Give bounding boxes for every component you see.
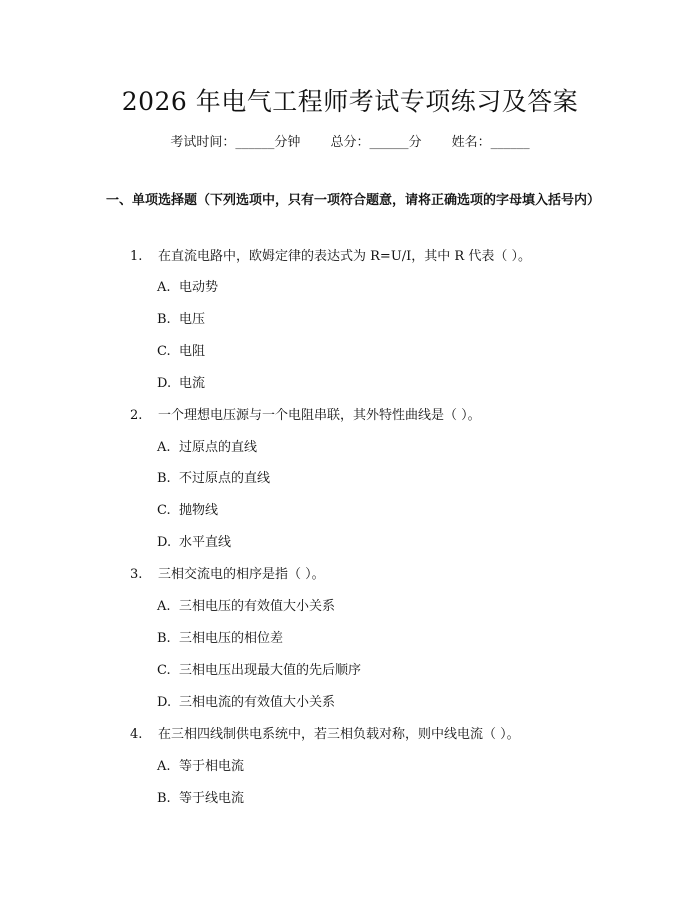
question-3-option-a (157, 595, 335, 614)
question-text: 三相交流电的相序是指（ ）。 (158, 567, 325, 582)
option-text: 电阻 (179, 344, 206, 359)
option-letter: D. (157, 376, 172, 391)
option-letter: C. (157, 503, 171, 518)
option-letter: C. (157, 663, 171, 678)
question-2-option-d (157, 531, 231, 550)
question-number: 1. (130, 249, 143, 264)
option-letter: C. (157, 344, 171, 359)
question-1 (130, 245, 531, 264)
question-2 (130, 404, 481, 423)
question-4-option-b (157, 787, 244, 806)
option-text: 等于相电流 (179, 759, 245, 774)
question-text: 在三相四线制供电系统中，若三相负载对称，则中线电流（ ）。 (158, 727, 520, 742)
question-3-option-c (157, 659, 361, 678)
question-2-option-b (157, 467, 270, 486)
question-2-option-a (157, 436, 257, 455)
option-letter: A. (157, 440, 171, 455)
question-4 (130, 723, 520, 742)
question-number: 4. (130, 727, 143, 742)
option-letter: A. (157, 599, 171, 614)
option-letter: D. (157, 695, 172, 710)
option-letter: A. (157, 759, 171, 774)
exam-meta (0, 131, 700, 150)
option-text: 抛物线 (179, 503, 219, 518)
question-1-option-d (157, 372, 205, 391)
question-number: 3. (130, 567, 143, 582)
option-text: 过原点的直线 (179, 440, 258, 455)
option-text: 三相电流的有效值大小关系 (179, 695, 336, 710)
question-1-option-b (157, 308, 205, 327)
option-text: 三相电压的相位差 (179, 631, 284, 646)
question-3 (130, 563, 325, 582)
option-text: 等于线电流 (179, 791, 245, 806)
total-score-field: 总分：______分 (330, 135, 422, 150)
option-letter: B. (157, 471, 171, 486)
option-letter: B. (157, 631, 171, 646)
question-number: 2. (130, 408, 143, 423)
option-letter: B. (157, 312, 171, 327)
option-text: 电流 (179, 376, 206, 391)
option-text: 水平直线 (179, 535, 232, 550)
question-3-option-b (157, 627, 283, 646)
option-text: 不过原点的直线 (179, 471, 271, 486)
page-title: 2026 年电气工程师考试专项练习及答案 (121, 87, 579, 116)
exam-time-field: 考试时间：______分钟 (170, 135, 301, 150)
question-4-option-a (157, 755, 244, 774)
option-text: 三相电压的有效值大小关系 (179, 599, 336, 614)
option-text: 三相电压出现最大值的先后顺序 (179, 663, 362, 678)
question-1-option-a (157, 276, 218, 295)
option-text: 电压 (179, 312, 206, 327)
question-2-option-c (157, 499, 218, 518)
question-text: 在直流电路中，欧姆定律的表达式为 R=U/I，其中 R 代表（ ）。 (158, 249, 531, 264)
question-text: 一个理想电压源与一个电阻串联，其外特性曲线是（ ）。 (158, 408, 481, 423)
question-1-option-c (157, 340, 205, 359)
option-letter: D. (157, 535, 172, 550)
option-text: 电动势 (179, 280, 219, 295)
student-name-field: 姓名：______ (451, 135, 530, 150)
section-heading: 一、单项选择题（下列选项中，只有一项符合题意，请将正确选项的字母填入括号内） (106, 193, 601, 208)
option-letter: A. (157, 280, 171, 295)
option-letter: B. (157, 791, 171, 806)
question-3-option-d (157, 691, 335, 710)
